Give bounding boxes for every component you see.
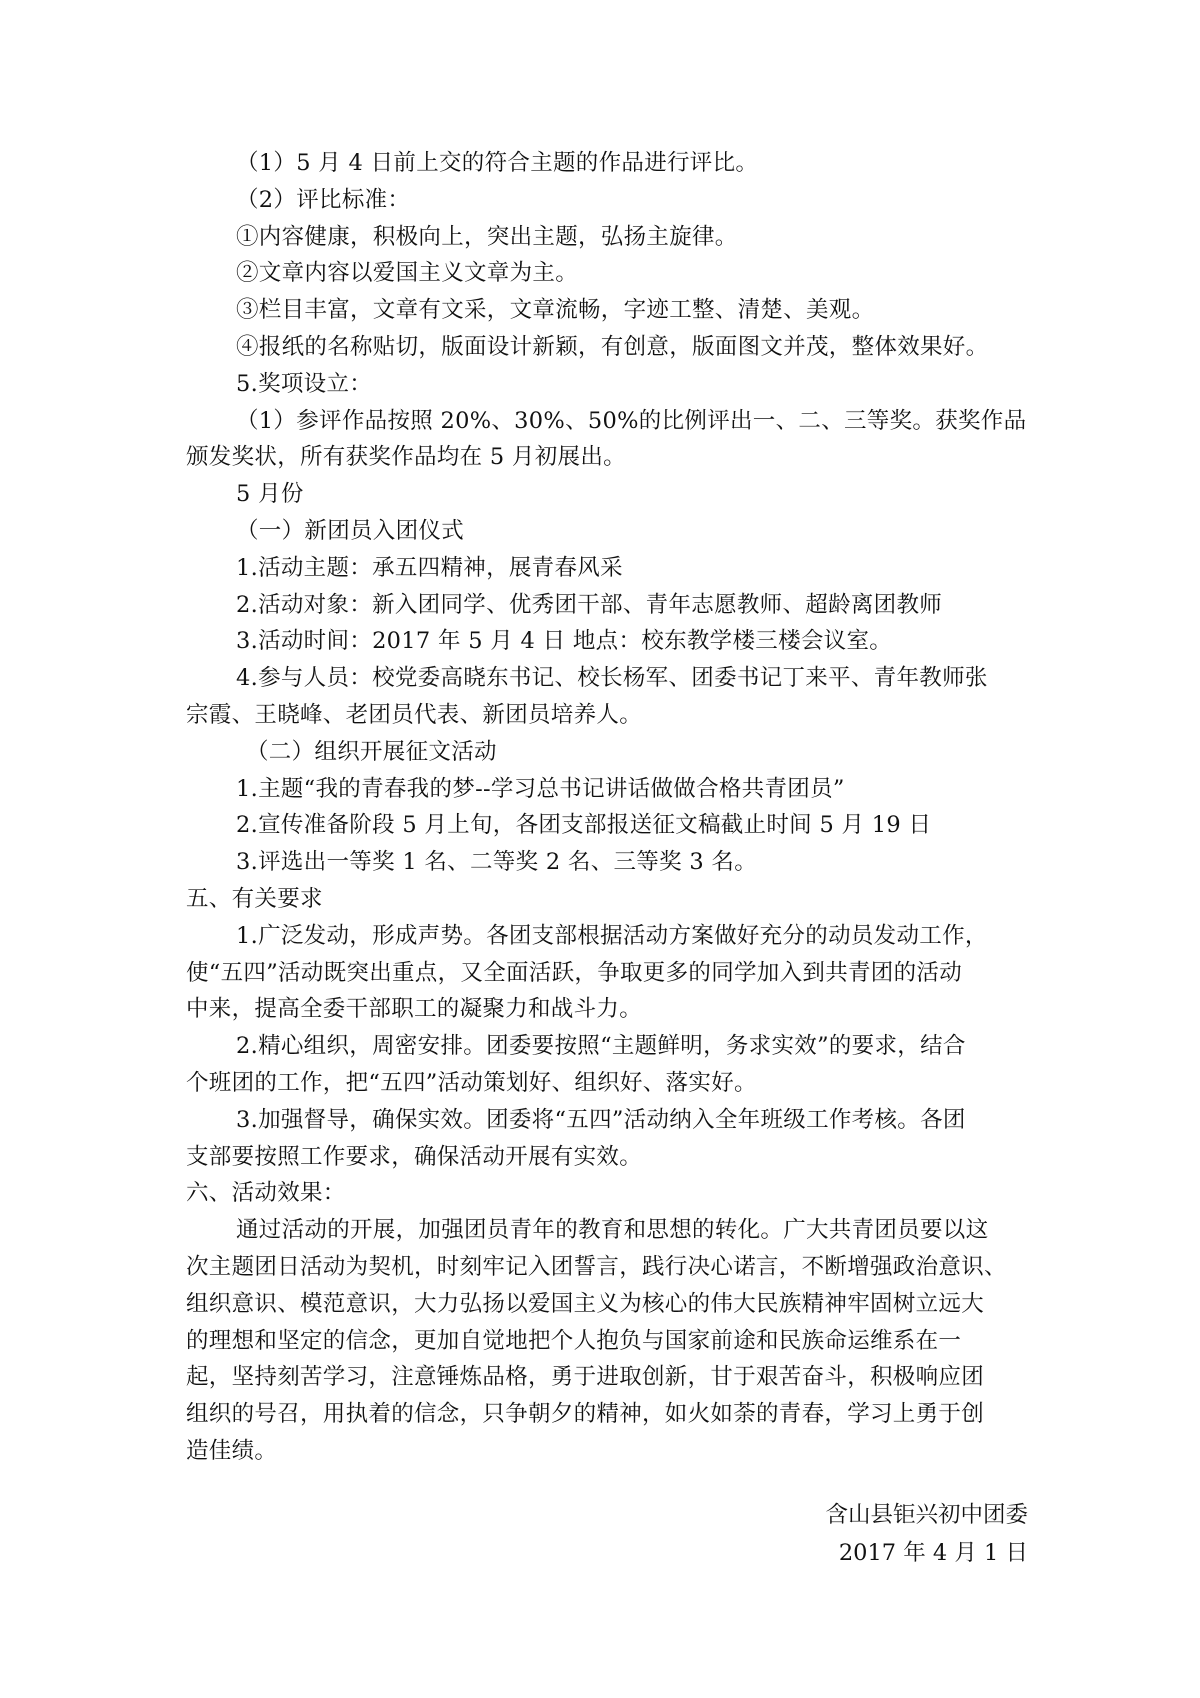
text-line: 六、活动效果：: [186, 1180, 346, 1207]
text-line: 使“五四”活动既突出重点，又全面活跃，争取更多的同学加入到共青团的活动: [186, 959, 963, 986]
text-line: （1）5 月 4 日前上交的符合主题的作品进行评比。: [236, 150, 759, 176]
text-line: 2.精心组织，周密安排。团委要按照“主题鲜明，务求实效”的要求，结合: [236, 1033, 966, 1060]
text-line: 的理想和坚定的信念，更加自觉地把个人抱负与国家前途和民族命运维系在一: [186, 1327, 962, 1354]
text-line: 2.活动对象：新入团同学、优秀团干部、青年志愿教师、超龄离团教师: [236, 591, 943, 618]
text-line: ④报纸的名称贴切，版面设计新颖，有创意，版面图文并茂，整体效果好。: [236, 333, 989, 360]
text-line: 起，坚持刻苦学习，注意锤炼品格，勇于进取创新，甘于艰苦奋斗，积极响应团: [186, 1364, 985, 1391]
text-line: 5.奖项设立：: [236, 370, 373, 397]
text-line: 1.主题“我的青春我的梦--学习总书记讲话做做合格共青团员”: [236, 775, 845, 802]
text-line: 颁发奖状，所有获奖作品均在 5 月初展出。: [186, 444, 626, 471]
text-line: 宗霞、王晓峰、老团员代表、新团员培养人。: [186, 701, 643, 728]
text-line: 3.评选出一等奖 1 名、二等奖 2 名、三等奖 3 名。: [236, 849, 758, 876]
text-line: 五、有关要求: [186, 885, 323, 912]
text-line: 3.活动时间：2017 年 5 月 4 日 地点：校东教学楼三楼会议室。: [236, 628, 893, 655]
document-body: [186, 145, 1028, 1470]
text-line: 4.参与人员：校党委高晓东书记、校长杨军、团委书记丁来平、青年教师张: [236, 665, 988, 692]
text-line: 个班团的工作，把“五四”活动策划好、组织好、落实好。: [186, 1069, 757, 1096]
text-line: （1）参评作品按照 20%、30%、50%的比例评出一、二、三等奖。获奖作品: [236, 407, 1027, 434]
text-line: 支部要按照工作要求，确保活动开展有实效。: [186, 1143, 643, 1170]
signature-organization: 含山县钜兴初中团委: [825, 1502, 1028, 1528]
text-line: 组织意识、模范意识，大力弘扬以爱国主义为核心的伟大民族精神牢固树立远大: [186, 1290, 985, 1317]
text-line: ②文章内容以爱国主义文章为主。: [236, 260, 579, 287]
text-line: 1.活动主题：承五四精神，展青春风采: [236, 554, 623, 581]
signature-date: 2017 年 4 月 1 日: [838, 1540, 1028, 1566]
text-line: 2.宣传准备阶段 5 月上旬，各团支部报送征文稿截止时间 5 月 19 日: [236, 812, 932, 839]
text-line: （2）评比标准：: [236, 186, 411, 213]
text-line: 次主题团日活动为契机，时刻牢记入团誓言，践行决心诺言，不断增强政治意识、: [186, 1253, 1007, 1280]
text-line: 造佳绩。: [186, 1437, 278, 1464]
text-line: 中来，提高全委干部职工的凝聚力和战斗力。: [186, 996, 643, 1023]
text-line: 通过活动的开展，加强团员青年的教育和思想的转化。广大共青团员要以这: [236, 1217, 989, 1244]
text-line: （二）组织开展征文活动: [246, 738, 497, 765]
text-line: ③栏目丰富，文章有文采，文章流畅，字迹工整、清楚、美观。: [236, 297, 875, 324]
text-line: 组织的号召，用执着的信念，只争朝夕的精神，如火如荼的青春，学习上勇于创: [186, 1401, 985, 1428]
text-line: （一）新团员入团仪式: [236, 517, 465, 544]
text-line: 3.加强督导，确保实效。团委将“五四”活动纳入全年班级工作考核。各团: [236, 1106, 966, 1133]
text-line: ①内容健康，积极向上，突出主题，弘扬主旋律。: [236, 223, 738, 250]
text-line: 5 月份: [236, 481, 304, 508]
text-line: 1.广泛发动，形成声势。各团支部根据活动方案做好充分的动员发动工作，: [236, 922, 988, 949]
